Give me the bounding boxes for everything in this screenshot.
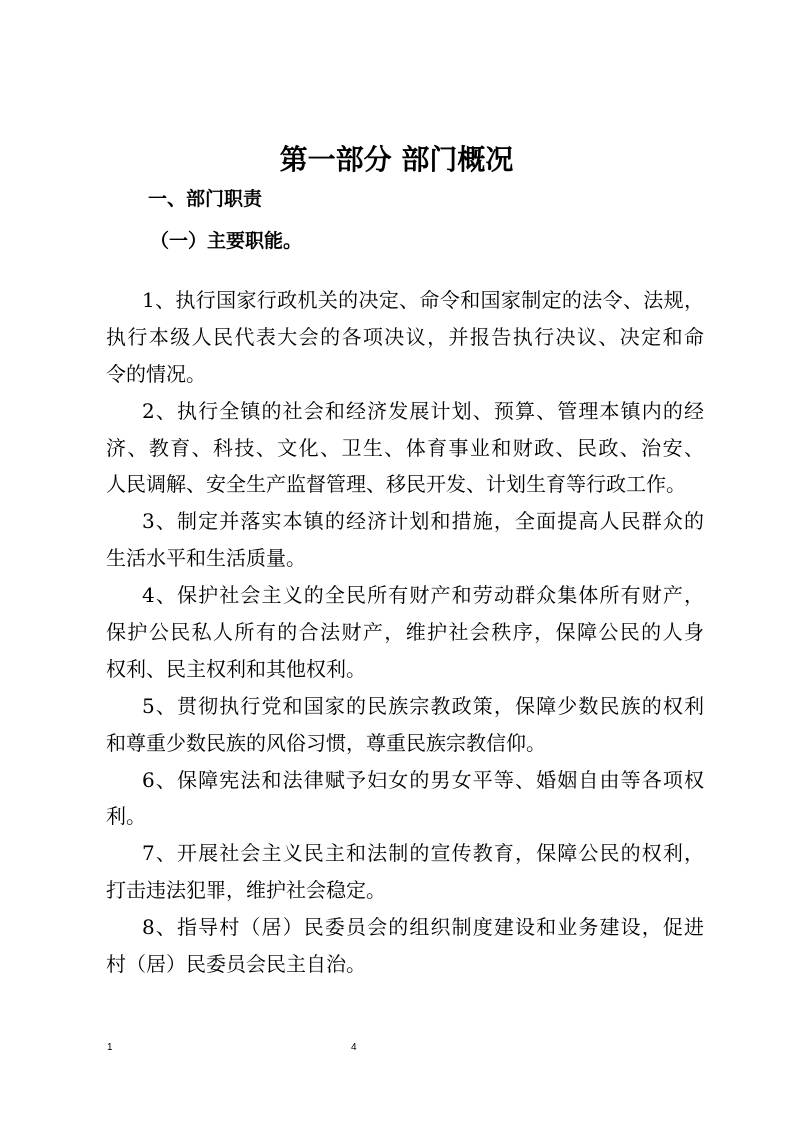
paragraph: [106, 503, 704, 577]
paragraph-line: 3、制定并落实本镇的经济计划和措施，全面提高人民群众的: [142, 509, 704, 534]
paragraph: [106, 577, 704, 688]
footer-left-number: 1: [107, 1042, 113, 1053]
paragraph-line: 执行本级人民代表大会的各项决议，并报告执行决议、决定和命: [106, 324, 704, 349]
paragraph-line: 人民调解、安全生产监督管理、移民开发、计划生育等行政工作。: [106, 472, 686, 497]
document-body: [106, 282, 704, 983]
paragraph-line: 5、贯彻执行党和国家的民族宗教政策，保障少数民族的权利: [142, 693, 704, 718]
paragraph: [106, 909, 704, 983]
paragraph-line: 保护公民私人所有的合法财产，维护社会秩序，保障公民的人身: [106, 620, 704, 645]
paragraph: [106, 282, 704, 393]
paragraph: [106, 393, 704, 504]
paragraph-line: 8、指导村（居）民委员会的组织制度建设和业务建设，促进: [142, 915, 704, 940]
paragraph-line: 1、执行国家行政机关的决定、命令和国家制定的法令、法规，: [142, 288, 704, 312]
paragraph-line: 令的情况。: [106, 361, 206, 386]
paragraph-line: 和尊重少数民族的风俗习惯，尊重民族宗教信仰。: [106, 730, 546, 755]
page-number: 4: [351, 1042, 357, 1053]
paragraph-line: 济、教育、科技、文化、卫生、体育事业和财政、民政、治安、: [106, 435, 704, 460]
paragraph-line: 村（居）民委员会民主自治。: [106, 952, 366, 977]
paragraph: [106, 688, 704, 762]
section-heading: 一、部门职责: [148, 188, 263, 210]
subsection-heading: （一）主要职能。: [150, 230, 303, 252]
paragraph-line: 利。: [106, 804, 146, 829]
paragraph-line: 2、执行全镇的社会和经济发展计划、预算、管理本镇内的经: [142, 398, 704, 423]
paragraph: [106, 762, 704, 836]
paragraph-line: 4、保护社会主义的全民所有财产和劳动群众集体所有财产，: [142, 583, 704, 608]
paragraph-line: 权利、民主权利和其他权利。: [106, 656, 366, 681]
paragraph-line: 打击违法犯罪，维护社会稳定。: [106, 878, 386, 903]
paragraph: [106, 835, 704, 909]
paragraph-line: 7、开展社会主义民主和法制的宣传教育，保障公民的权利，: [142, 841, 704, 866]
paragraph-line: 生活水平和生活质量。: [106, 546, 306, 571]
paragraph-line: 6、保障宪法和法律赋予妇女的男女平等、婚姻自由等各项权: [142, 767, 704, 792]
page-title: 第一部分 部门概况: [279, 143, 514, 176]
